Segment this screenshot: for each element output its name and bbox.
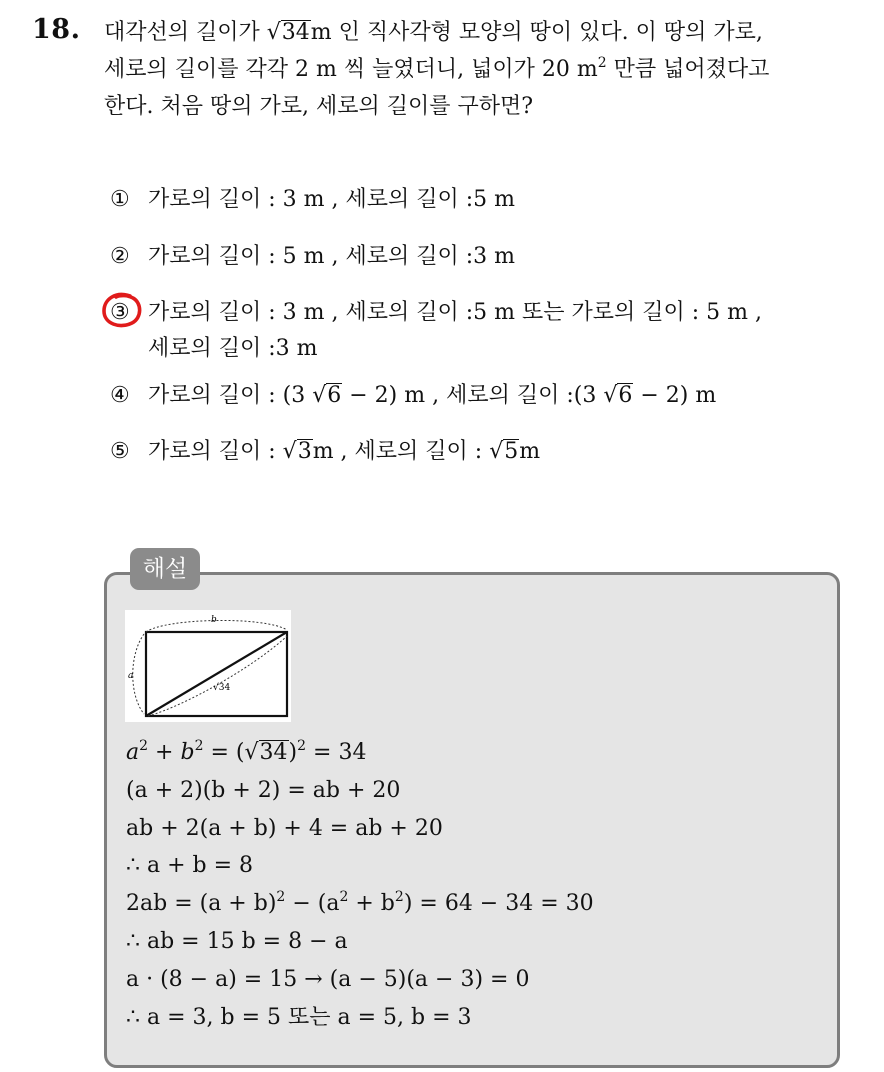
choice-text-continued: 세로의 길이 :3 m <box>148 336 318 361</box>
eq-part: = 34 <box>306 740 367 765</box>
superscript: 2 <box>194 738 204 754</box>
question-text-part: m 인 직사각형 모양의 땅이 있다. 이 땅의 가로, <box>310 20 763 45</box>
radicand: 34 <box>259 740 288 765</box>
brace-a <box>133 634 144 714</box>
choice-5[interactable] <box>110 434 540 470</box>
brace-diagonal <box>148 636 287 716</box>
equation-1 <box>126 737 366 769</box>
sqrt-34: √34 <box>244 740 288 765</box>
question-line-1 <box>104 14 872 51</box>
equation-8: ∴ a = 3, b = 5 또는 a = 5, b = 3 <box>126 1005 472 1030</box>
question-number: 18. <box>32 14 81 45</box>
question-line-2 <box>104 51 872 88</box>
label-b: b <box>211 615 217 625</box>
eq-part: b <box>180 740 195 765</box>
choice-number: ② <box>110 244 130 269</box>
label-diagonal: √34 <box>213 683 231 693</box>
choice-3[interactable] <box>110 295 762 367</box>
eq-part: + <box>148 740 181 765</box>
equation-7: a · (8 − a) = 15 → (a − 5)(a − 3) = 0 <box>126 967 530 992</box>
superscript: 2 <box>339 889 349 905</box>
question-text <box>104 14 872 125</box>
eq-part: ) <box>288 740 298 765</box>
superscript: 2 <box>597 55 607 71</box>
choice-text: m <box>519 439 541 464</box>
equation-5 <box>126 888 594 920</box>
question-line-3: 한다. 처음 땅의 가로, 세로의 길이를 구하면? <box>104 94 534 119</box>
eq-part: ) = 64 − 34 = 30 <box>403 891 594 916</box>
sqrt-6: √6 <box>603 383 633 408</box>
choice-number: ④ <box>110 383 130 408</box>
superscript: 2 <box>139 738 149 754</box>
diagonal-line <box>146 632 287 716</box>
choice-1[interactable] <box>110 182 515 218</box>
eq-part: 2ab = (a + b) <box>126 891 277 916</box>
equation-6: ∴ ab = 15 b = 8 − a <box>126 929 348 954</box>
question-text-part: 대각선의 길이가 <box>104 20 267 45</box>
equation-2: (a + 2)(b + 2) = ab + 20 <box>126 778 401 803</box>
question-text-part: 만큼 넓어졌다고 <box>606 57 770 82</box>
sqrt-34: √34 <box>266 20 310 45</box>
superscript: 2 <box>297 738 307 754</box>
eq-part: + b <box>348 891 395 916</box>
choice-text: 가로의 길이 : <box>148 439 283 464</box>
choice-4[interactable] <box>110 378 716 414</box>
choice-text: 가로의 길이 : (3 <box>148 383 313 408</box>
choice-text: 가로의 길이 : 3 m , 세로의 길이 :5 m 또는 가로의 길이 : 5 m , <box>148 300 762 325</box>
choice-2[interactable] <box>110 239 515 275</box>
question-text-part: 세로의 길이를 각각 2 m 씩 늘였더니, 넓이가 20 m <box>104 57 598 82</box>
radicand: 5 <box>504 439 519 464</box>
sqrt-5: √5 <box>489 439 519 464</box>
equation-3: ab + 2(a + b) + 4 = ab + 20 <box>126 816 443 841</box>
sqrt-6: √6 <box>312 383 342 408</box>
label-a: a <box>128 671 134 681</box>
superscript: 2 <box>394 889 404 905</box>
choice-text: − 2) m , 세로의 길이 :(3 <box>342 383 604 408</box>
rectangle-diagram <box>125 610 291 722</box>
choice-number: ① <box>110 187 130 212</box>
choice-number: ③ <box>110 300 130 325</box>
eq-part: = ( <box>203 740 245 765</box>
sqrt-3: √3 <box>282 439 312 464</box>
eq-part: − (a <box>285 891 340 916</box>
radicand: 6 <box>327 383 342 408</box>
equation-4: ∴ a + b = 8 <box>126 853 254 878</box>
choice-text: 가로의 길이 : 3 m , 세로의 길이 :5 m <box>148 187 515 212</box>
answer-mark-circle-icon <box>100 291 144 331</box>
radicand: 34 <box>281 20 310 45</box>
choice-text: − 2) m <box>633 383 717 408</box>
radicand: 6 <box>618 383 633 408</box>
choice-number: ⑤ <box>110 439 130 464</box>
eq-part: a <box>126 740 140 765</box>
choice-text: m , 세로의 길이 : <box>312 439 490 464</box>
superscript: 2 <box>276 889 286 905</box>
solution-tab-label: 해설 <box>130 548 200 590</box>
radicand: 3 <box>297 439 312 464</box>
choice-text: 가로의 길이 : 5 m , 세로의 길이 :3 m <box>148 244 515 269</box>
